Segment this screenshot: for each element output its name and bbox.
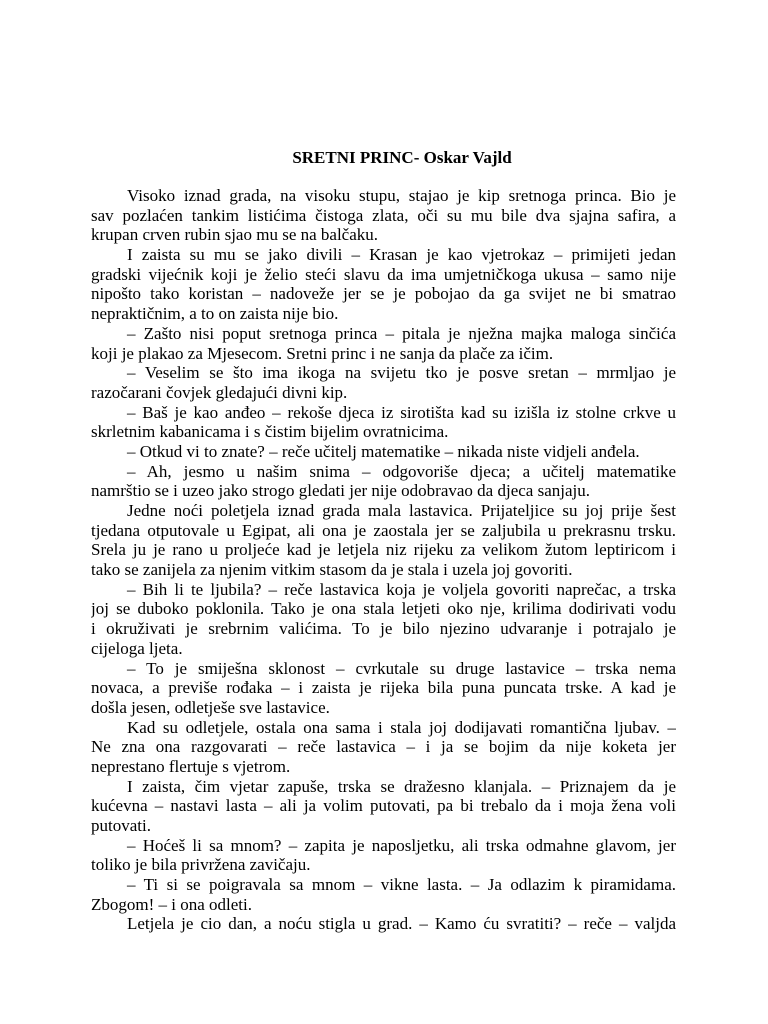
text-line: sav pozlaćen tankim listićima čistoga zlata, oči su mu bile dva sjajna safira, a <box>91 205 676 225</box>
text-line: Ne zna ona razgovarati – reče lastavica – i ja se bojim da nije koketa jer <box>91 737 676 757</box>
text-line: putovati. <box>91 816 151 835</box>
text-line: Visoko iznad grada, na visoku stupu, stajao je kip sretnoga princa. Bio je <box>127 186 676 205</box>
text-line: – Veselim se što ima ikoga na svijetu tko je posve sretan – mrmljao je <box>127 363 676 383</box>
text-line: – Otkud vi to znate? – reče učitelj matematike – nikada niste vidjeli anđela. <box>127 441 640 461</box>
paragraph <box>91 245 676 324</box>
text-line: skrletnim kabanicama i s čistim bijelim ovratnicima. <box>91 422 449 442</box>
paragraph <box>91 580 676 659</box>
text-line: cijeloga ljeta. <box>91 638 183 658</box>
text-line: – Ti si se poigravala sa mnom – vikne lasta. – Ja odlazim k piramidama. <box>127 875 676 895</box>
text-line: joj se duboko poklonila. Tako je ona stala letjeti oko nje, krilima dodirivati vodu <box>91 599 676 619</box>
text-line: I zaista su mu se jako divili – Krasan je kao vjetrokaz – primijeti jedan <box>127 245 676 265</box>
text-line: Kad su odletjele, ostala ona sama i stala joj dodijavati romantična ljubav. – <box>127 717 676 737</box>
text-line: – Zašto nisi poput sretnoga princa – pitala je nježna majka maloga sinčića <box>127 323 676 343</box>
text-line: koji je plakao za Mjesecom. Sretni princ i ne sanja da plače za ičim. <box>91 343 554 363</box>
page-title: SRETNI PRINC- Oskar Vajld <box>292 148 512 167</box>
text-line: nepraktičnim, a to on zaista nije bio. <box>91 304 339 324</box>
text-line: došla jesen, odletješe sve lastavice. <box>91 697 330 717</box>
paragraph <box>91 442 676 462</box>
text-line: tjedana otputovale u Egipat, ali ona je zaostala jer se zaljubila u prekrasnu trsku. <box>91 520 676 540</box>
text-line: I zaista, čim vjetar zapuše, trska se dražesno klanjala. – Priznajem da je <box>127 776 676 796</box>
text-line: namrštio se i uzeo jako strogo gledati jer nije odobravao da djeca sanjaju. <box>91 481 590 501</box>
text-line: – Hoćeš li sa mnom? – zapita je naposljetku, ali trska odmahne glavom, jer <box>127 835 676 855</box>
text-line: – Ah, jesmo u našim snima – odgovoriše djeca; a učitelj matematike <box>127 461 676 481</box>
paragraph <box>91 914 676 934</box>
paragraph <box>91 186 676 245</box>
text-line: Srela ju je rano u proljeće kad je letjela niz rijeku za velikom žutom leptiricom i <box>91 540 676 560</box>
paragraph <box>91 777 676 836</box>
text-line: – Baš je kao anđeo – rekoše djeca iz sirotišta kad su izišla iz stolne crkve u <box>127 402 676 422</box>
text-line: neprestano flertuje s vjetrom. <box>91 756 291 776</box>
text-line: Jedne noći poletjela iznad grada mala lastavica. Prijateljice su joj prije šest <box>127 501 676 520</box>
text-line: gradski vijećnik koji je želio steći slavu da ima umjetničkoga ukusa – samo nije <box>91 264 676 284</box>
paragraph <box>91 403 676 442</box>
text-line: toliko je bila privržena zavičaju. <box>91 855 311 875</box>
text-line: Letjela je cio dan, a noću stigla u grad. – Kamo ću svratiti? – reče – valjda <box>127 914 676 934</box>
paragraph <box>91 501 676 580</box>
text-line: i okruživati je srebrnim valićima. To je bilo njezino udvaranje i potrajalo je <box>91 619 676 639</box>
paragraph <box>91 363 676 402</box>
text-line: tako se zanijela za njenim vitkim stasom da je stala i uzela joj govoriti. <box>91 560 573 580</box>
text-line: kućevna – nastavi lasta – ali ja volim putovati, pa bi trebalo da i moja žena voli <box>91 796 676 816</box>
paragraph <box>91 324 676 363</box>
paragraph <box>91 462 676 501</box>
text-line: Zbogom! – i ona odleti. <box>91 894 253 914</box>
paragraph <box>91 875 676 914</box>
paragraph <box>91 718 676 777</box>
text-line: – Bih li te ljubila? – reče lastavica koja je voljela govoriti naprečac, a trska <box>127 579 676 599</box>
text-line: novaca, a previše rođaka – i zaista je rijeka bila puna puncata trske. A kad je <box>91 678 676 698</box>
paragraph <box>91 659 676 718</box>
text-line: nipošto tako koristan – nadoveže jer se je pobojao da ga svijet ne bi smatrao <box>91 284 676 304</box>
text-line: razočarani čovjek gledajući divni kip. <box>91 382 348 402</box>
text-line: krupan crven rubin sjao mu se na balčaku. <box>91 225 379 245</box>
text-line: – To je smiješna sklonost – cvrkutale su druge lastavice – trska nema <box>127 658 676 678</box>
document-body <box>91 186 676 934</box>
paragraph <box>91 836 676 875</box>
